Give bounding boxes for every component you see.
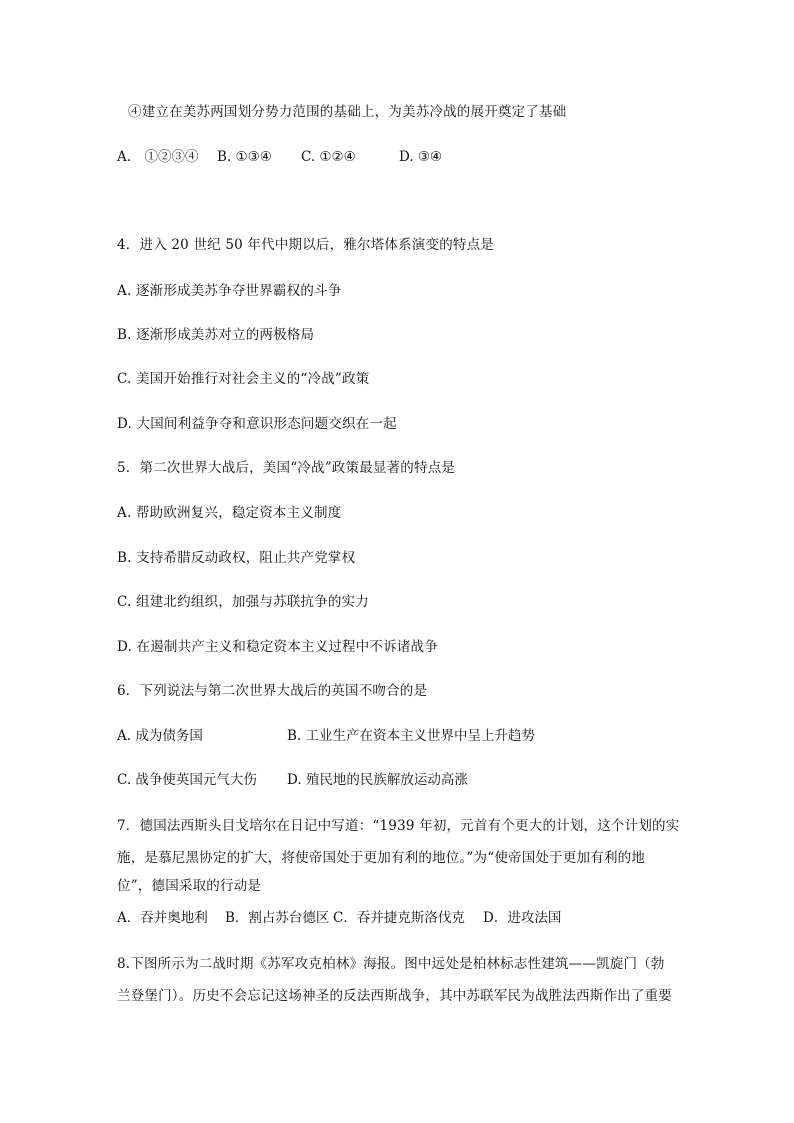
q3-option-d: D. ③④	[399, 149, 443, 165]
q5-option-b: B. 支持希腊反动政权，阻止共产党掌权	[117, 550, 356, 566]
q3-options	[117, 148, 442, 166]
q6-options-row-2	[117, 771, 468, 789]
q6-option-b: B. 工业生产在资本主义世界中呈上升趋势	[287, 728, 536, 744]
q5-option-c: C. 组建北约组织，加强与苏联抗争的实力	[117, 594, 369, 610]
q5-option-d: D. 在遏制共产主义和稳定资本主义过程中不诉诸战争	[117, 639, 438, 655]
q7-options	[117, 909, 561, 927]
q5-option-a: A. 帮助欧洲复兴，稳定资本主义制度	[117, 505, 342, 521]
q4-option-c: C. 美国开始推行对社会主义的“冷战”政策	[117, 371, 370, 387]
q3-statement-4: ④建立在美苏两国划分势力范围的基础上，为美苏冷战的展开奠定了基础	[128, 104, 567, 120]
q7-stem-line-1: 7．德国法西斯头目戈培尔在日记中写道：“1939 年初，元首有个更大的计划，这个计划的实	[117, 818, 680, 834]
q6-option-a: A. 成为债务国	[117, 728, 203, 744]
q7-option-d: D．进攻法国	[483, 910, 562, 926]
q5-stem: 5．第二次世界大战后，美国“冷战”政策最显著的特点是	[117, 460, 456, 476]
q4-stem: 4．进入 20 世纪 50 年代中期以后，雅尔塔体系演变的特点是	[117, 237, 495, 253]
q4-option-b: B. 逐渐形成美苏对立的两极格局	[117, 327, 315, 343]
q7-option-c: C．吞并捷克斯洛伐克	[333, 910, 465, 926]
q7-stem-line-3: 位”，德国采取的行动是	[117, 878, 262, 894]
q3-option-b: B. ①③④	[217, 149, 272, 165]
q6-option-d: D. 殖民地的民族解放运动高涨	[287, 772, 468, 788]
q3-option-a: A. ①②③④	[117, 149, 199, 165]
q8-stem-line-2: 兰登堡门）。历史不会忘记这场神圣的反法西斯战争，其中苏联军民为战胜法西斯作出了重要	[117, 988, 672, 1004]
q3-option-c: C. ①②④	[301, 149, 356, 165]
q8-stem-line-1: 8.下图所示为二战时期《苏军攻克柏林》海报。图中远处是柏林标志性建筑——凯旋门（勃	[117, 956, 665, 972]
q6-stem: 6．下列说法与第二次世界大战后的英国不吻合的是	[117, 683, 428, 699]
q6-options-row-1	[117, 727, 535, 745]
q7-stem-line-2: 施，是慕尼黑协定的扩大，将使帝国处于更加有利的地位。”为“使帝国处于更加有利的地	[117, 850, 646, 866]
q4-option-d: D. 大国间利益争夺和意识形态问题交织在一起	[117, 416, 397, 432]
q7-stem	[117, 814, 687, 898]
q7-option-b: B．割占苏台德区	[225, 910, 330, 926]
q6-option-c: C. 战争使英国元气大伤	[117, 772, 257, 788]
q4-option-a: A. 逐渐形成美苏争夺世界霸权的斗争	[117, 283, 342, 299]
q8-stem	[117, 952, 687, 1008]
q7-option-a: A．吞并奥地利	[117, 910, 208, 926]
